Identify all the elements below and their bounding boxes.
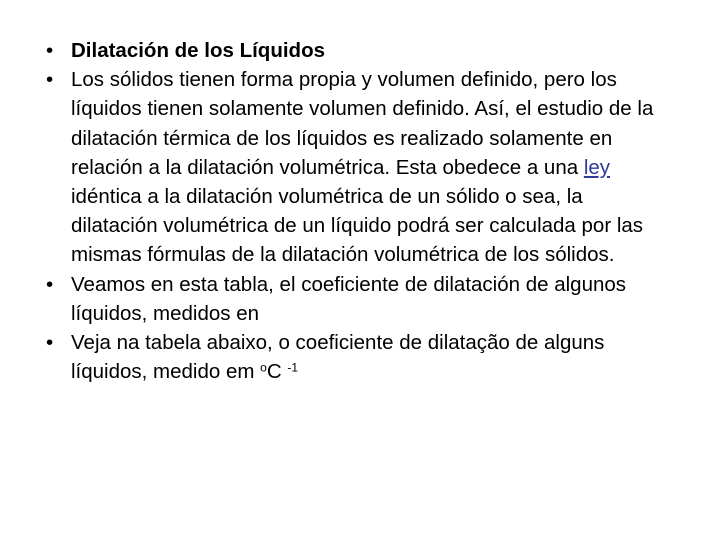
bullet-dot-icon: • (46, 39, 54, 62)
slide-title: Dilatación de los Líquidos (71, 39, 325, 62)
ley-link[interactable]: ley (583, 155, 611, 179)
bullet-table-spanish (46, 270, 674, 328)
degree-superscript: o (260, 360, 267, 375)
bullet-table-portuguese (46, 328, 674, 386)
bullet-list (46, 36, 674, 386)
bullet-dot-icon: • (46, 68, 54, 92)
bullet-solids-liquids (46, 65, 674, 269)
paragraph-text-start: Los sólidos tienen forma propia y volumen definido, pero los líquidos tienen solamente volumen definido. Así, el estudio de la dilatación térmica de los líquidos es realizado solamente en relación a la dilatación volumétrica. Esta obedece a una (71, 68, 654, 179)
table-intro-portuguese (71, 328, 674, 386)
bullet-dot-icon: • (46, 272, 54, 296)
bullet-title (46, 36, 674, 65)
celsius-unit: C (266, 360, 288, 384)
table-intro-portuguese-text: Veja na tabela abaixo, o coeficiente de dilatação de alguns líquidos, medido em (71, 331, 605, 384)
bullet-dot-icon: • (46, 331, 54, 355)
table-intro-spanish: Veamos en esta tabla, el coeficiente de dilatación de algunos líquidos, medidos en (71, 272, 627, 325)
paragraph-text-end: idéntica a la dilatación volumétrica de un sólido o sea, la dilatación volumétrica de un líquido podrá ser calculada por las mismas fórmulas de la dilatación volumétrica de los sólidos. (71, 185, 644, 267)
paragraph-text (71, 65, 674, 269)
exponent-superscript: -1 (287, 360, 299, 375)
